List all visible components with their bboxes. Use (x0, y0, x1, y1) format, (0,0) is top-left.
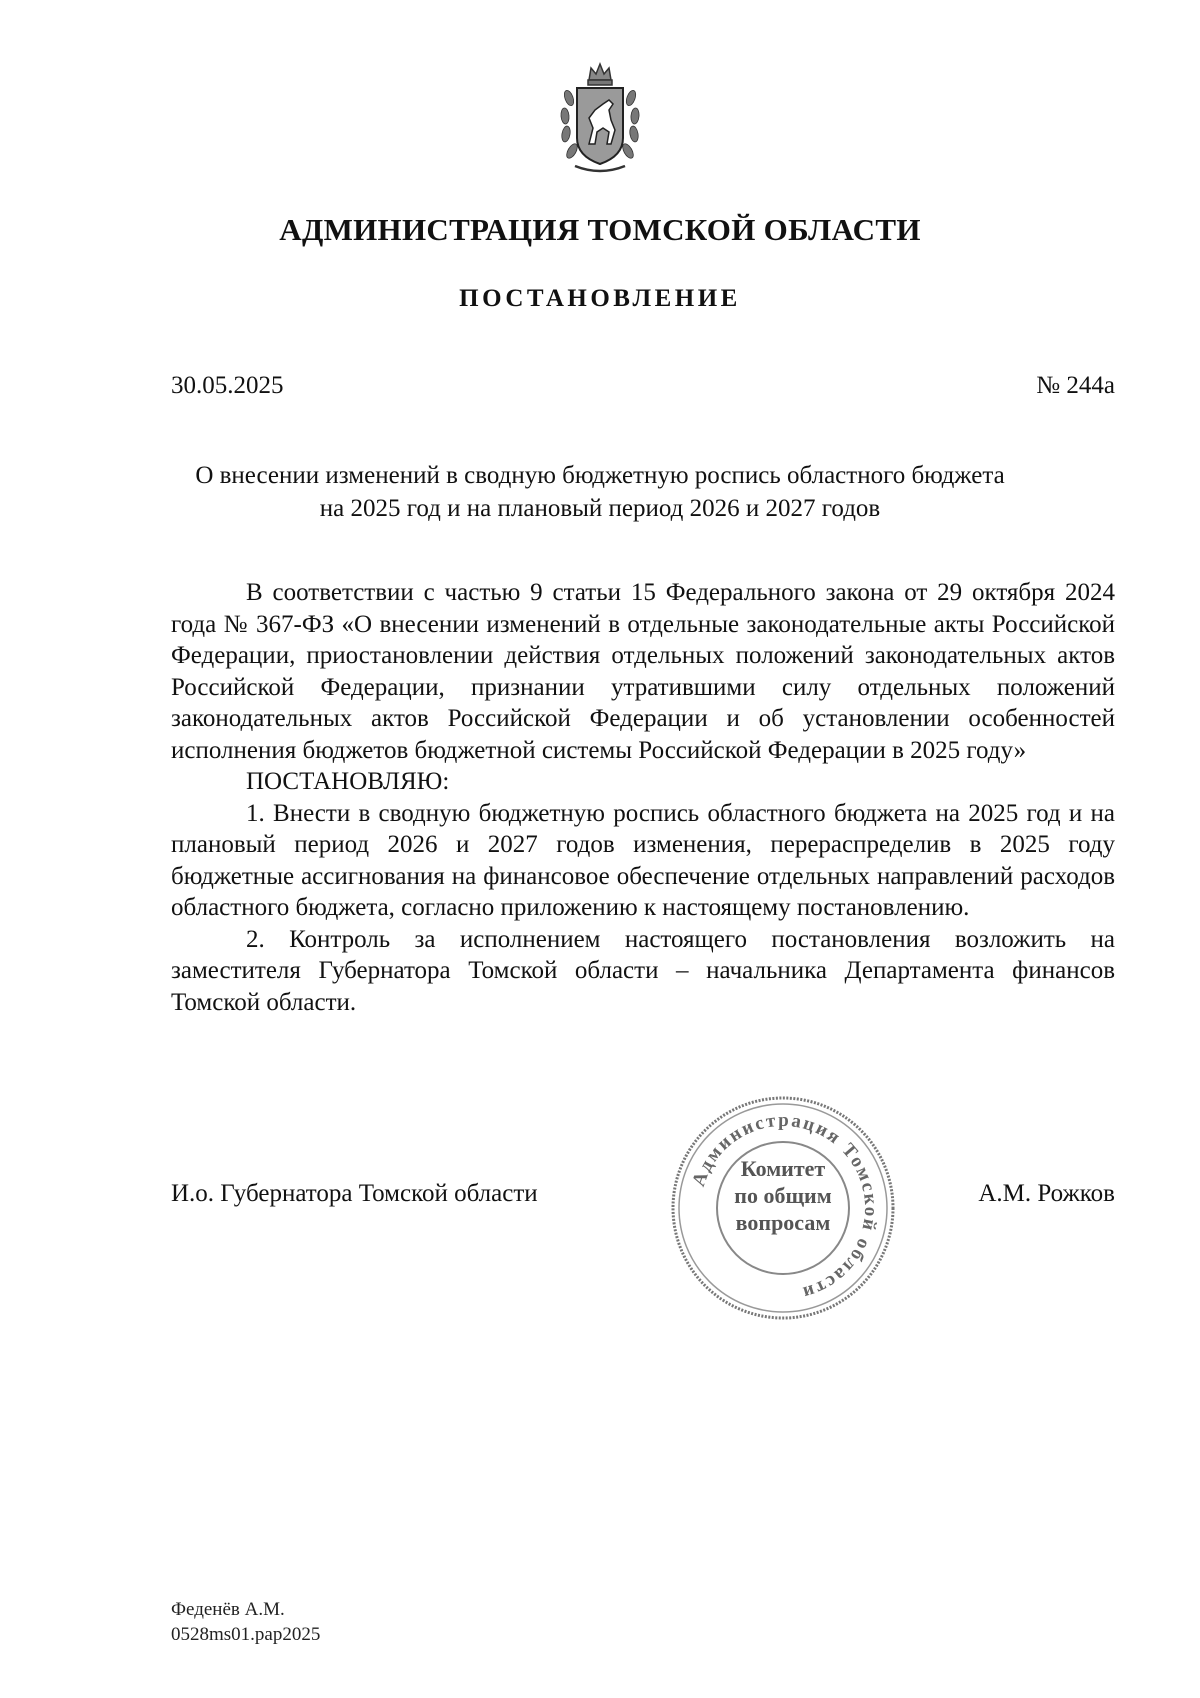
executor-name: Феденёв А.М. (171, 1599, 285, 1620)
stamp-center-line-2: по общим (734, 1183, 832, 1208)
document-subject (150, 459, 1050, 525)
signatory-position: И.о. Губернатора Томской области (171, 1180, 538, 1207)
signatory-name: А.М. Рожков (978, 1180, 1115, 1207)
stamp-ring-text: Администрация Томской области (688, 1109, 882, 1304)
subject-line-2: на 2025 год и на плановый период 2026 и 2027 годов (319, 495, 881, 522)
item-2-paragraph: 2. Контроль за исполнением настоящего постановления возложить на заместителя Губернатора Томской области – начальника Департамента финансов Томской области. (171, 925, 1115, 1016)
stamp-center-line-3: вопросам (735, 1210, 831, 1235)
document-date: 30.05.2025 (171, 372, 284, 399)
decree-word: ПОСТАНОВЛЯЮ: (246, 768, 450, 795)
preamble-paragraph: В соответствии с частью 9 статьи 15 Федерального закона от 29 октября 2024 года № 367-ФЗ «О внесении изменений в отдельные законодательные акты Российской Федерации, приостановлении действия отдельных положений законодательных актов Российской Федерации, признании утратившими силу отдельных положений законодательных актов Российской Федерации и об установлении особенностей исполнения бюджетов бюджетной системы Российской Федерации в 2025 году» (171, 579, 1115, 764)
coat-of-arms-emblem (555, 58, 645, 178)
file-code: 0528ms01.pap2025 (171, 1624, 321, 1645)
document-number: № 244а (1036, 372, 1115, 399)
organization-title: АДМИНИСТРАЦИЯ ТОМСКОЙ ОБЛАСТИ (279, 212, 921, 247)
document-footer (171, 1597, 320, 1647)
stamp-center-text (668, 1155, 898, 1236)
document-body (171, 577, 1115, 1018)
item-1-paragraph: 1. Внести в сводную бюджетную роспись областного бюджета на 2025 год и на плановый период 2026 и 2027 годов изменения, перераспределив в 2025 году бюджетные ассигнования на финансовое обеспечение отдельных направлений расходов областного бюджета, согласно приложению к настоящему постановлению. (171, 799, 1115, 921)
document-type-title: ПОСТАНОВЛЕНИЕ (459, 285, 741, 312)
stamp-center-line-1: Комитет (740, 1156, 826, 1181)
subject-line-1: О внесении изменений в сводную бюджетную роспись областного бюджета (195, 462, 1005, 489)
